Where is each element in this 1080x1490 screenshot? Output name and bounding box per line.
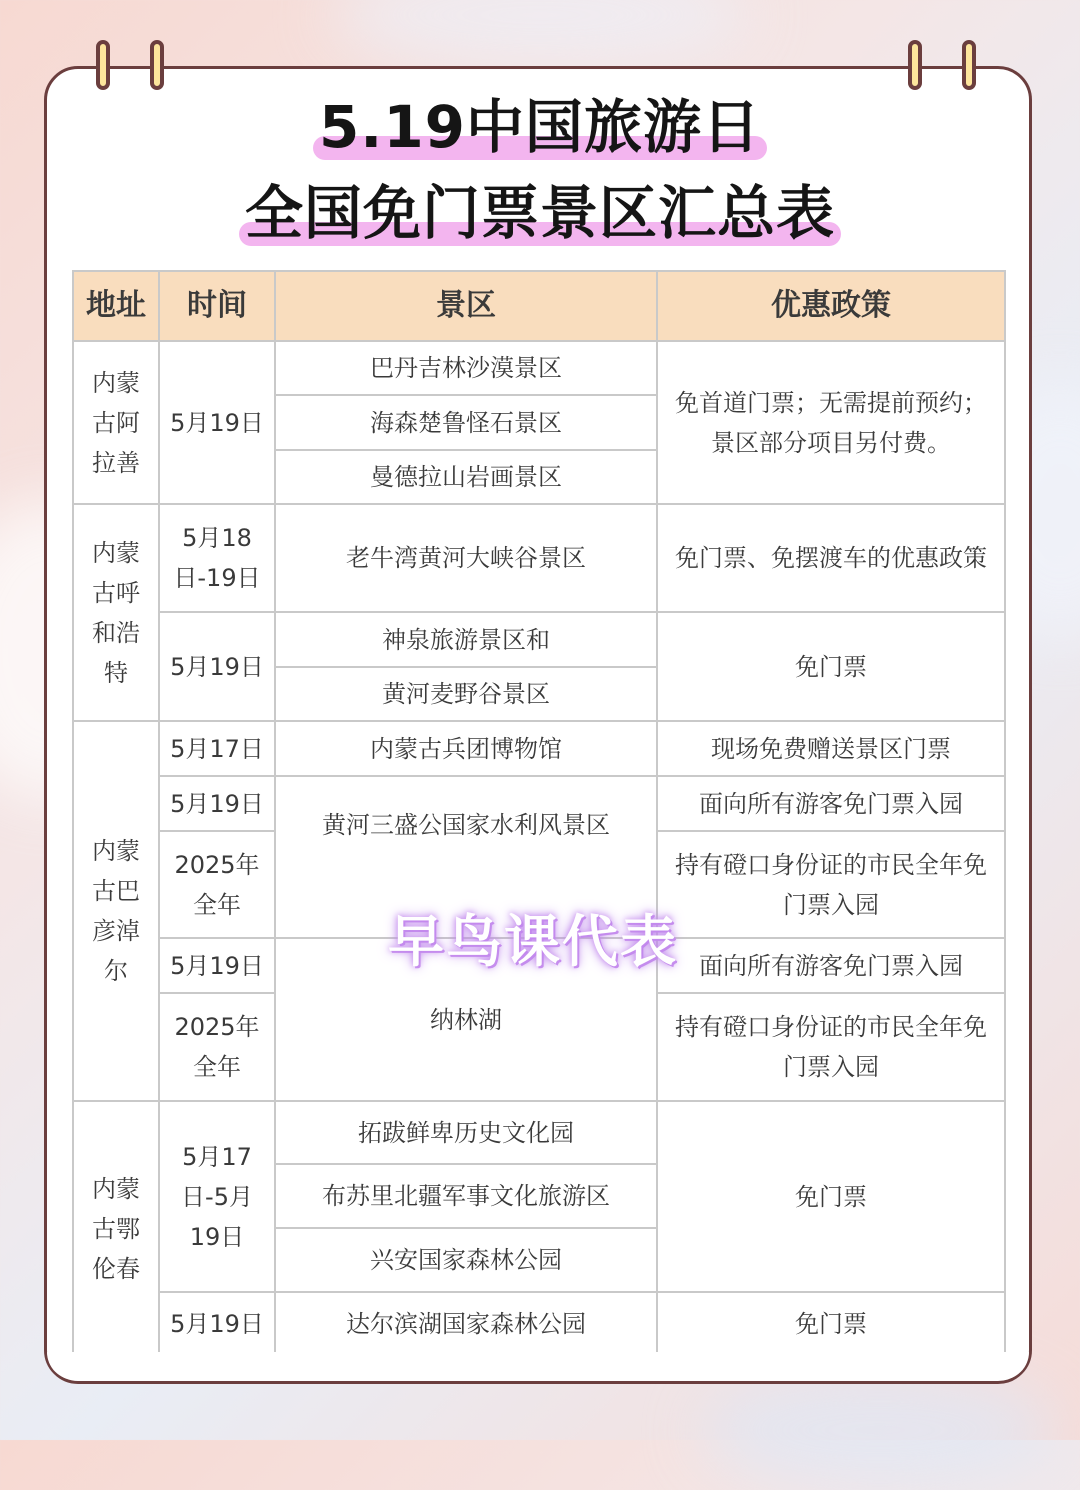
spot-cell: 达尔滨湖国家森林公园 [275, 1292, 657, 1356]
table-row [73, 776, 1005, 831]
spot-cell: 黄河麦野谷景区 [275, 667, 657, 721]
address-cell: 内蒙古呼和浩特 [73, 504, 159, 721]
policy-cell: 免门票 [657, 1101, 1005, 1292]
header-time: 时间 [159, 271, 275, 341]
binder-ring-icon [96, 40, 110, 90]
time-cell: 5月19日 [159, 612, 275, 721]
spot-cell: 曼德拉山岩画景区 [275, 450, 657, 504]
policy-cell: 面向所有游客免门票入园 [657, 938, 1005, 993]
policy-cell: 免门票 [657, 1292, 1005, 1356]
spot-cell: 神泉旅游景区和 [275, 612, 657, 667]
table-row [73, 1292, 1005, 1356]
policy-cell: 现场免费赠送景区门票 [657, 721, 1005, 776]
table-header-row [73, 271, 1005, 341]
policy-cell: 持有磴口身份证的市民全年免门票入园 [657, 831, 1005, 938]
policy-cell: 面向所有游客免门票入园 [657, 776, 1005, 831]
table-row [73, 721, 1005, 776]
spot-cell: 老牛湾黄河大峡谷景区 [275, 504, 657, 612]
time-cell: 5月19日 [159, 938, 275, 993]
time-cell: 2025年全年 [159, 831, 275, 938]
policy-cell: 免门票 [657, 612, 1005, 721]
time-cell: 5月18日-19日 [159, 504, 275, 612]
address-cell: 内蒙古鄂伦春 [73, 1101, 159, 1356]
time-cell: 5月19日 [159, 341, 275, 504]
address-cell: 内蒙古阿拉善 [73, 341, 159, 504]
table-row [73, 612, 1005, 667]
page-title-line2: 全国免门票景区汇总表 [244, 179, 835, 247]
address-cell: 内蒙古巴彦淖尔 [73, 721, 159, 1101]
spot-cell: 内蒙古兵团博物馆 [275, 721, 657, 776]
policy-cell: 持有磴口身份证的市民全年免门票入园 [657, 993, 1005, 1101]
scenic-spot-table [72, 270, 1006, 1357]
time-cell: 5月19日 [159, 1292, 275, 1356]
spot-cell: 纳林湖 [275, 938, 657, 1101]
spot-cell: 拓跋鲜卑历史文化园 [275, 1101, 657, 1164]
spot-cell: 黄河三盛公国家水利风景区 [275, 776, 657, 938]
binder-ring-icon [908, 40, 922, 90]
time-cell: 5月17日 [159, 721, 275, 776]
header-address: 地址 [73, 271, 159, 341]
binder-ring-icon [962, 40, 976, 90]
spot-cell: 布苏里北疆军事文化旅游区 [275, 1164, 657, 1228]
background-blob [700, 1370, 1060, 1490]
table-row [73, 341, 1005, 395]
header-spot: 景区 [275, 271, 657, 341]
card-bottom-edge [47, 1352, 1029, 1380]
policy-cell: 免门票、免摆渡车的优惠政策 [657, 504, 1005, 612]
background-blob [330, 0, 750, 70]
spot-cell: 海森楚鲁怪石景区 [275, 395, 657, 450]
binder-ring-icon [150, 40, 164, 90]
time-cell: 5月19日 [159, 776, 275, 831]
table-row [73, 504, 1005, 612]
time-cell: 2025年全年 [159, 993, 275, 1101]
policy-cell: 免首道门票；无需提前预约；景区部分项目另付费。 [657, 341, 1005, 504]
table-row [73, 1101, 1005, 1164]
watermark: 早鸟课代表 [388, 910, 678, 975]
header-policy: 优惠政策 [657, 271, 1005, 341]
spot-cell: 巴丹吉林沙漠景区 [275, 341, 657, 395]
page-title-line1: 5.19中国旅游日 [318, 93, 762, 161]
spot-cell: 兴安国家森林公园 [275, 1228, 657, 1292]
time-cell: 5月17日-5月19日 [159, 1101, 275, 1292]
